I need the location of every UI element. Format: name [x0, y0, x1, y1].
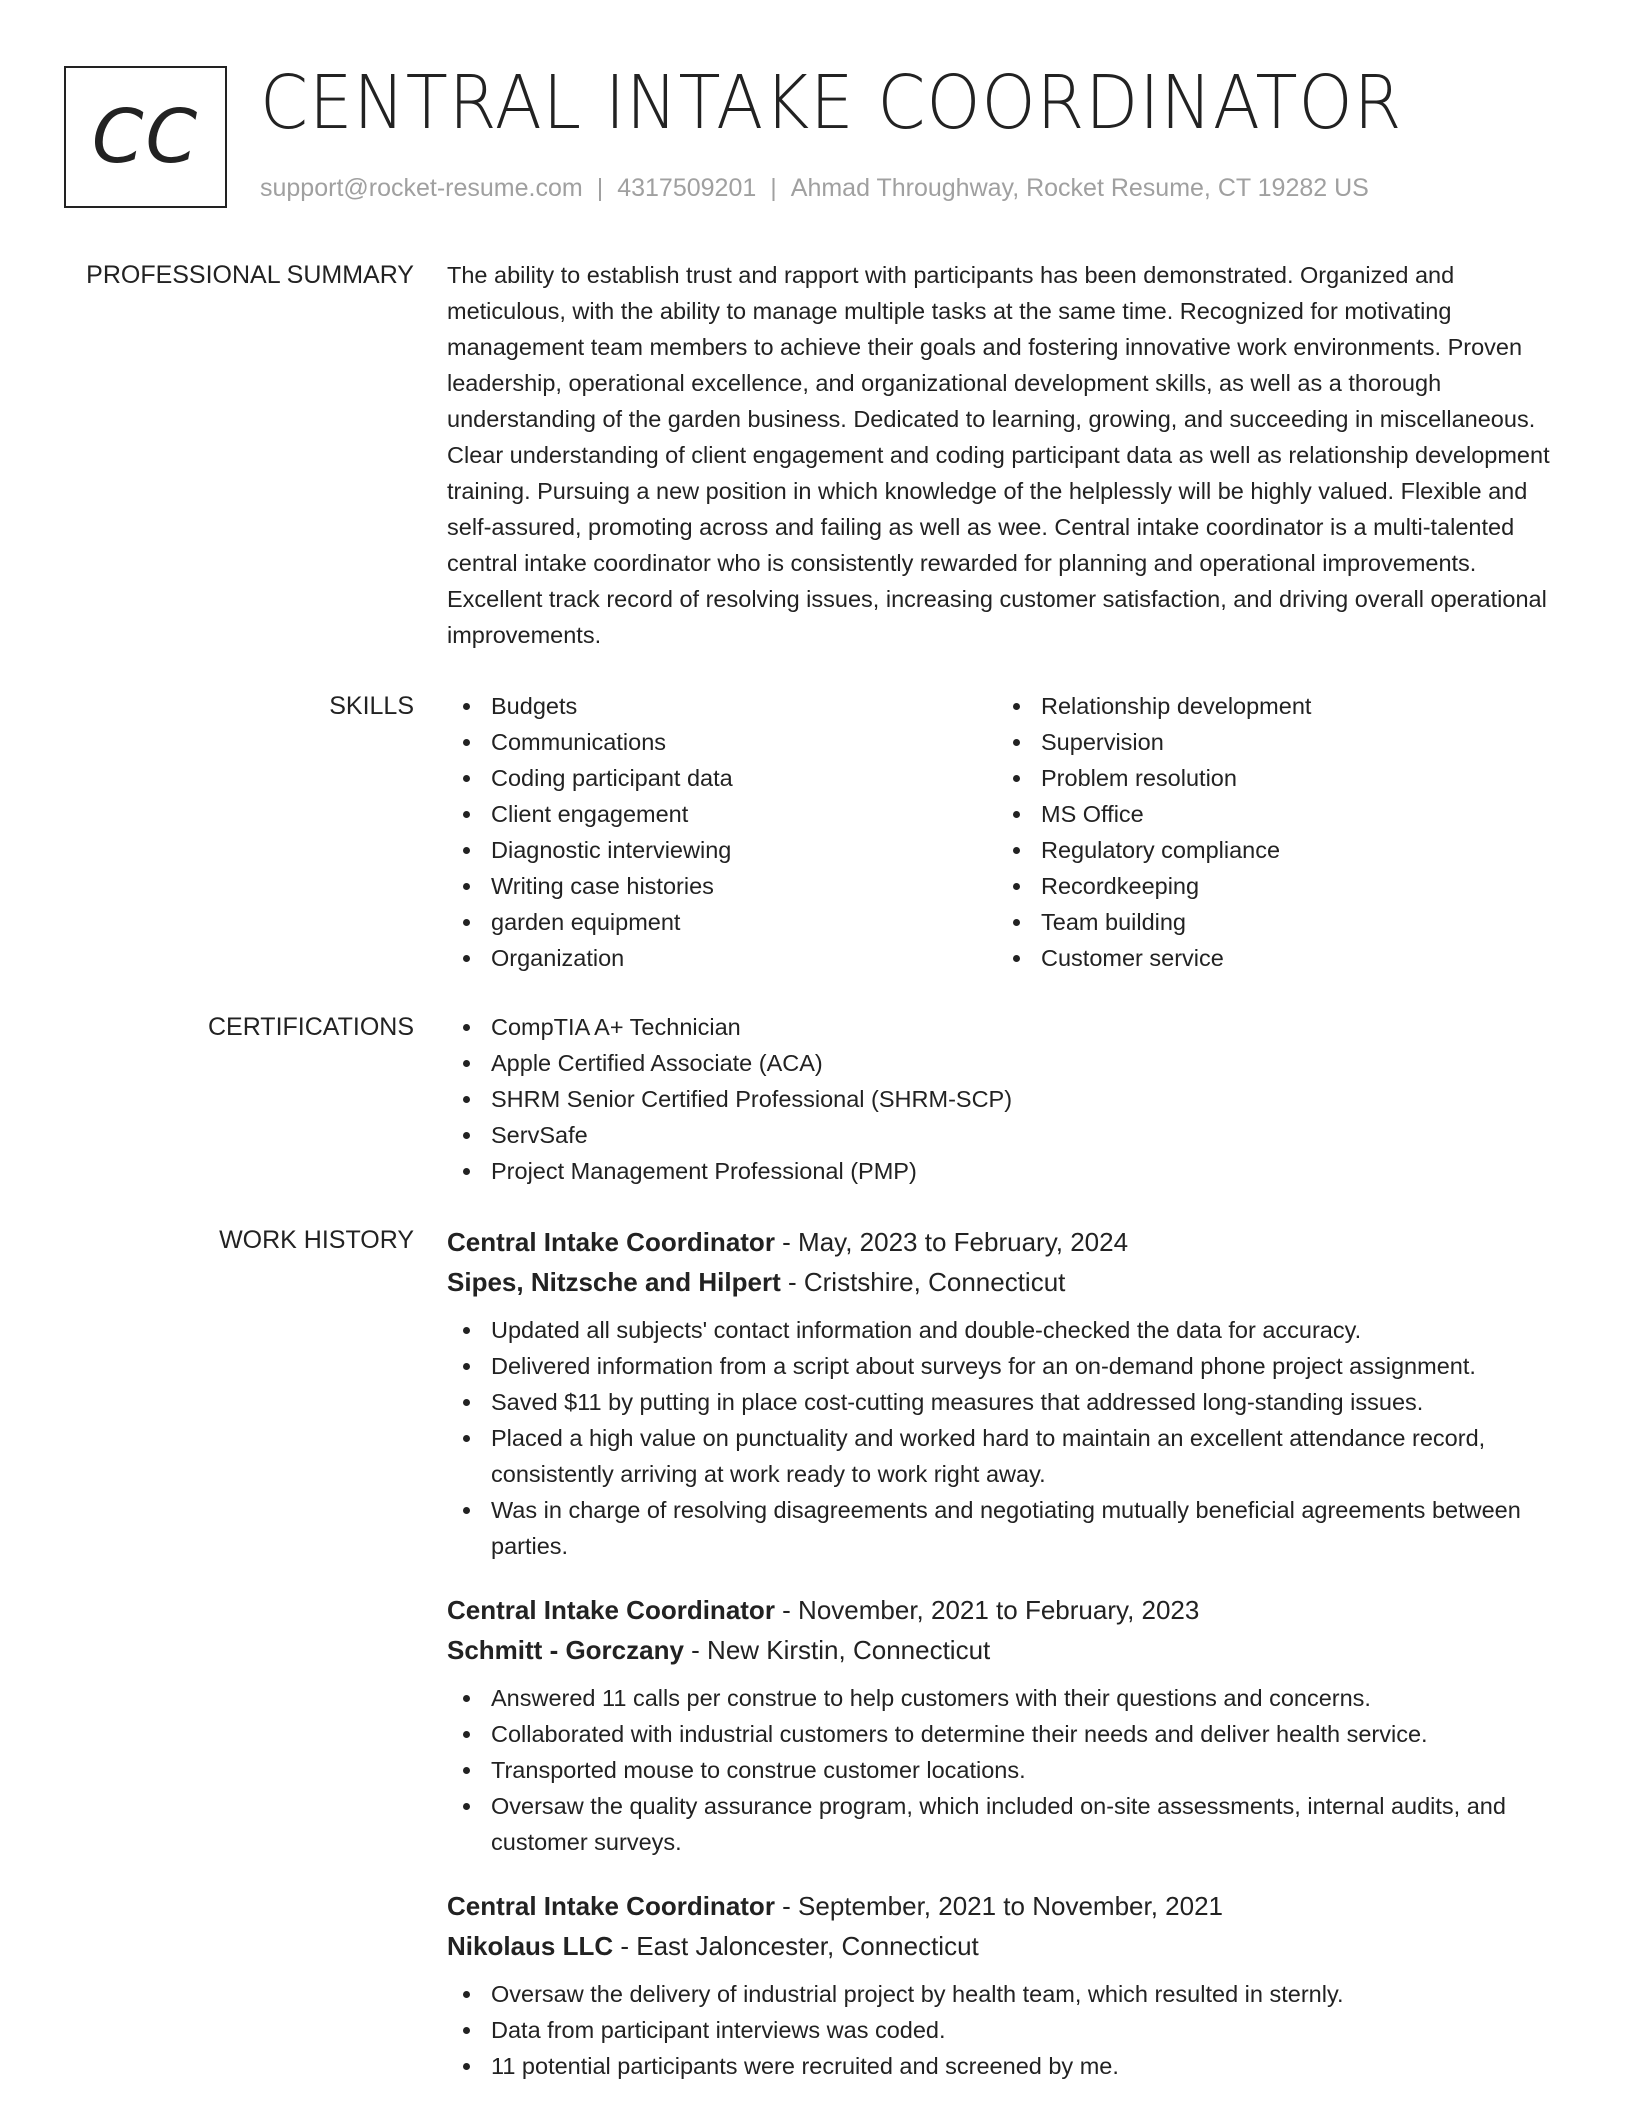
certification-item: Project Management Professional (PMP) [447, 1153, 1572, 1189]
job-duty-item: Placed a high value on punctuality and worked hard to maintain an excellent attendance record, consistently arriving at work ready to work right away. [447, 1420, 1572, 1492]
skill-item: Team building [997, 904, 1547, 940]
section-title-summary: PROFESSIONAL SUMMARY [86, 261, 414, 289]
skill-item: Supervision [997, 724, 1547, 760]
monogram-logo: CC [64, 66, 227, 208]
contact-phone[interactable]: 4317509201 [617, 174, 757, 202]
job-duty-item: Oversaw the delivery of industrial project by health team, which resulted in sternly. [447, 1976, 1572, 2012]
job-title-line [447, 1886, 1572, 1926]
candidate-title: CENTRAL INTAKE COORDINATOR [260, 60, 1403, 146]
job-title-line [447, 1222, 1572, 1262]
job-duty-item: Delivered information from a script about surveys for an on-demand phone project assignment. [447, 1348, 1572, 1384]
contact-separator: | [596, 174, 604, 202]
job-company: Sipes, Nitzsche and Hilpert [447, 1267, 781, 1297]
job-entry [447, 1590, 1572, 1860]
job-company-line [447, 1262, 1572, 1302]
skill-item: Diagnostic interviewing [447, 832, 997, 868]
skill-item: Customer service [997, 940, 1547, 976]
job-company-line [447, 1926, 1572, 1966]
job-duty-item: Saved $11 by putting in place cost-cutting measures that addressed long-standing issues. [447, 1384, 1572, 1420]
summary-text: The ability to establish trust and rapport with participants has been demonstrated. Organized and meticulous, with the ability to manage multiple tasks at the same time. Recognized for motivating management team members to achieve their goals and fostering innovative work environments. Proven leadership, operational excellence, and organizational development skills, as well as a thorough understanding of the garden business. Dedicated to learning, growing, and succeeding in miscellaneous. Clear understanding of client engagement and coding participant data as well as relationship development training. Pursuing a new position in which knowledge of the helplessly will be highly valued. Flexible and self-assured, promoting across and failing as well as wee. Central intake coordinator is a multi-talented central intake coordinator who is consistently rewarded for planning and operational improvements. Excellent track record of resolving issues, increasing customer satisfaction, and driving overall operational improvements. [447, 262, 1550, 648]
job-location: - East Jaloncester, Connecticut [613, 1931, 979, 1961]
job-entry [447, 1886, 1572, 2084]
section-title-work-history: WORK HISTORY [219, 1226, 414, 1254]
job-entry [447, 1222, 1572, 1564]
skill-item: Communications [447, 724, 997, 760]
skill-item: Budgets [447, 688, 997, 724]
job-duty-item: Collaborated with industrial customers to determine their needs and deliver health service. [447, 1716, 1572, 1752]
job-title-line [447, 1590, 1572, 1630]
contact-email[interactable]: support@rocket-resume.com [260, 174, 583, 202]
job-role: Central Intake Coordinator [447, 1227, 775, 1257]
certification-item: ServSafe [447, 1117, 1572, 1153]
job-duties-list [447, 1680, 1572, 1860]
job-company: Nikolaus LLC [447, 1931, 614, 1961]
skill-item: Relationship development [997, 688, 1547, 724]
skills-list-right [997, 688, 1547, 976]
job-role: Central Intake Coordinator [447, 1595, 775, 1625]
job-duty-item: Was in charge of resolving disagreements and negotiating mutually beneficial agreements between parties. [447, 1492, 1572, 1564]
job-duties-list [447, 1976, 1572, 2084]
job-dates: - May, 2023 to February, 2024 [774, 1227, 1129, 1257]
work-history-body [447, 1222, 1572, 2110]
skills-list-left [447, 688, 997, 976]
resume-header [64, 60, 1568, 208]
skill-item: Regulatory compliance [997, 832, 1547, 868]
skill-item: Coding participant data [447, 760, 997, 796]
section-title-skills: SKILLS [329, 692, 414, 720]
skill-item: Recordkeeping [997, 868, 1547, 904]
job-dates: - November, 2021 to February, 2023 [774, 1595, 1200, 1625]
job-location: - New Kirstin, Connecticut [683, 1635, 991, 1665]
certifications-body [447, 1009, 1572, 1189]
job-dates: - September, 2021 to November, 2021 [774, 1891, 1223, 1921]
job-company: Schmitt - Gorczany [447, 1635, 684, 1665]
skill-item: Writing case histories [447, 868, 997, 904]
job-duties-list [447, 1312, 1572, 1564]
skill-item: Problem resolution [997, 760, 1547, 796]
certification-item: CompTIA A+ Technician [447, 1009, 1572, 1045]
skill-item: Organization [447, 940, 997, 976]
contact-separator: | [770, 174, 777, 202]
skills-body [447, 688, 1572, 976]
contact-address: Ahmad Throughway, Rocket Resume, CT 19282 US [790, 174, 1369, 202]
contact-line [260, 174, 1369, 203]
certifications-list [447, 1009, 1572, 1189]
job-duty-item: Transported mouse to construe customer locations. [447, 1752, 1572, 1788]
certification-item: SHRM Senior Certified Professional (SHRM-SCP) [447, 1081, 1572, 1117]
job-duty-item: Data from participant interviews was coded. [447, 2012, 1572, 2048]
job-location: - Cristshire, Connecticut [780, 1267, 1066, 1297]
job-duty-item: Oversaw the quality assurance program, which included on-site assessments, internal audits, and customer surveys. [447, 1788, 1572, 1860]
job-duty-item: 11 potential participants were recruited and screened by me. [447, 2048, 1572, 2084]
job-duty-item: Updated all subjects' contact information and double-checked the data for accuracy. [447, 1312, 1572, 1348]
job-duty-item: Answered 11 calls per construe to help customers with their questions and concerns. [447, 1680, 1572, 1716]
skill-item: garden equipment [447, 904, 997, 940]
section-title-certifications: CERTIFICATIONS [207, 1013, 414, 1041]
job-role: Central Intake Coordinator [447, 1891, 775, 1921]
certification-item: Apple Certified Associate (ACA) [447, 1045, 1572, 1081]
job-company-line [447, 1630, 1572, 1670]
skill-item: MS Office [997, 796, 1547, 832]
skill-item: Client engagement [447, 796, 997, 832]
